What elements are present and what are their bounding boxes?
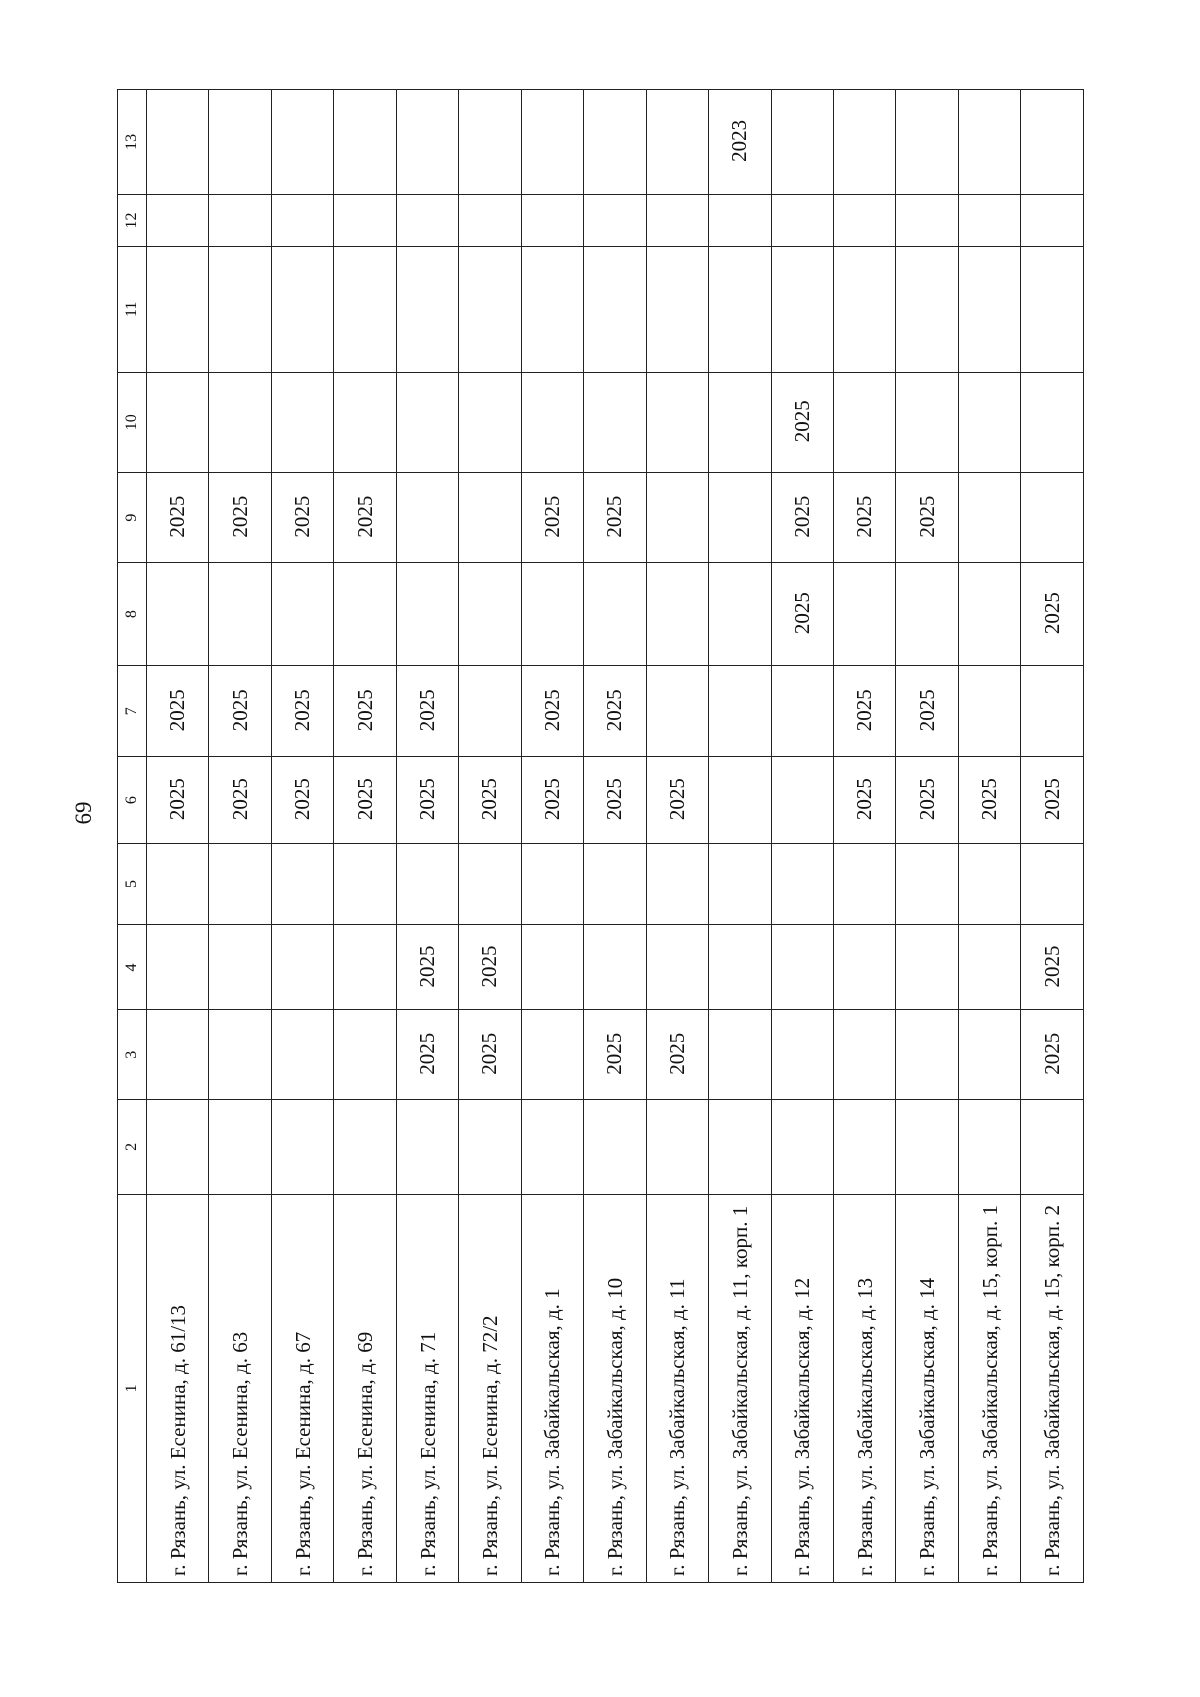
year-cell-col-7 bbox=[771, 665, 833, 757]
year-cell-col-7: 2025 bbox=[334, 665, 396, 757]
year-cell-col-10: 2025 bbox=[771, 372, 833, 472]
column-number-row bbox=[118, 90, 147, 1583]
year-cell-col-7: 2025 bbox=[833, 665, 895, 757]
year-cell-col-7: 2025 bbox=[521, 665, 583, 757]
year-cell-col-11 bbox=[584, 247, 646, 372]
year-cell-col-10 bbox=[1021, 372, 1084, 472]
year-cell-col-3 bbox=[896, 1010, 958, 1099]
column-number-10: 10 bbox=[118, 372, 147, 472]
year-cell-col-4 bbox=[584, 925, 646, 1010]
year-cell-col-11 bbox=[771, 247, 833, 372]
year-cell-col-11 bbox=[958, 247, 1020, 372]
year-cell-col-8 bbox=[147, 563, 209, 666]
year-cell-col-6: 2025 bbox=[209, 757, 271, 843]
year-cell-col-9: 2025 bbox=[833, 472, 895, 563]
address-cell: г. Рязань, ул. Есенина, д. 71 bbox=[396, 1194, 458, 1582]
address-cell: г. Рязань, ул. Забайкальская, д. 15, корп. 2 bbox=[1021, 1194, 1084, 1582]
column-number-4: 4 bbox=[118, 925, 147, 1010]
year-cell-col-5 bbox=[209, 843, 271, 925]
year-cell-col-8: 2025 bbox=[771, 563, 833, 666]
year-cell-col-2 bbox=[147, 1099, 209, 1194]
address-cell: г. Рязань, ул. Забайкальская, д. 12 bbox=[771, 1194, 833, 1582]
table-row bbox=[271, 90, 333, 1583]
year-cell-col-12 bbox=[271, 194, 333, 246]
year-cell-col-3 bbox=[521, 1010, 583, 1099]
year-cell-col-10 bbox=[896, 372, 958, 472]
column-number-5: 5 bbox=[118, 843, 147, 925]
table-row bbox=[1021, 90, 1084, 1583]
table-row bbox=[584, 90, 646, 1583]
address-cell: г. Рязань, ул. Есенина, д. 61/13 bbox=[147, 1194, 209, 1582]
year-cell-col-13 bbox=[771, 90, 833, 195]
year-cell-col-6 bbox=[771, 757, 833, 843]
year-cell-col-3: 2025 bbox=[584, 1010, 646, 1099]
year-cell-col-7: 2025 bbox=[271, 665, 333, 757]
year-cell-col-6: 2025 bbox=[646, 757, 708, 843]
year-cell-col-11 bbox=[833, 247, 895, 372]
column-number-8: 8 bbox=[118, 563, 147, 666]
year-cell-col-9: 2025 bbox=[334, 472, 396, 563]
year-cell-col-4 bbox=[209, 925, 271, 1010]
column-number-7: 7 bbox=[118, 665, 147, 757]
address-cell: г. Рязань, ул. Есенина, д. 67 bbox=[271, 1194, 333, 1582]
table-row bbox=[147, 90, 209, 1583]
year-cell-col-12 bbox=[833, 194, 895, 246]
year-cell-col-2 bbox=[459, 1099, 521, 1194]
table-row bbox=[521, 90, 583, 1583]
year-cell-col-13 bbox=[896, 90, 958, 195]
address-cell: г. Рязань, ул. Есенина, д. 69 bbox=[334, 1194, 396, 1582]
table-row bbox=[396, 90, 458, 1583]
year-cell-col-7 bbox=[709, 665, 771, 757]
table-row bbox=[646, 90, 708, 1583]
year-cell-col-12 bbox=[646, 194, 708, 246]
year-cell-col-12 bbox=[958, 194, 1020, 246]
year-cell-col-10 bbox=[147, 372, 209, 472]
year-cell-col-5 bbox=[1021, 843, 1084, 925]
year-cell-col-8 bbox=[833, 563, 895, 666]
year-cell-col-8 bbox=[896, 563, 958, 666]
year-cell-col-2 bbox=[271, 1099, 333, 1194]
page-number: 69 bbox=[71, 801, 96, 825]
year-cell-col-13 bbox=[521, 90, 583, 195]
year-cell-col-11 bbox=[396, 247, 458, 372]
year-cell-col-13 bbox=[958, 90, 1020, 195]
year-cell-col-9 bbox=[459, 472, 521, 563]
year-cell-col-9 bbox=[1021, 472, 1084, 563]
year-cell-col-5 bbox=[833, 843, 895, 925]
year-cell-col-3 bbox=[833, 1010, 895, 1099]
column-number-6: 6 bbox=[118, 757, 147, 843]
year-cell-col-5 bbox=[271, 843, 333, 925]
year-cell-col-4 bbox=[709, 925, 771, 1010]
year-cell-col-10 bbox=[833, 372, 895, 472]
year-cell-col-3: 2025 bbox=[1021, 1010, 1084, 1099]
year-cell-col-2 bbox=[1021, 1099, 1084, 1194]
year-cell-col-5 bbox=[771, 843, 833, 925]
table-row bbox=[209, 90, 271, 1583]
year-cell-col-6 bbox=[709, 757, 771, 843]
year-cell-col-8 bbox=[459, 563, 521, 666]
year-cell-col-13 bbox=[646, 90, 708, 195]
year-cell-col-7: 2025 bbox=[209, 665, 271, 757]
year-cell-col-9 bbox=[958, 472, 1020, 563]
year-cell-col-7 bbox=[958, 665, 1020, 757]
year-cell-col-12 bbox=[584, 194, 646, 246]
year-cell-col-6: 2025 bbox=[334, 757, 396, 843]
year-cell-col-5 bbox=[958, 843, 1020, 925]
year-cell-col-11 bbox=[709, 247, 771, 372]
address-cell: г. Рязань, ул. Есенина, д. 63 bbox=[209, 1194, 271, 1582]
year-cell-col-4: 2025 bbox=[396, 925, 458, 1010]
year-cell-col-10 bbox=[396, 372, 458, 472]
year-cell-col-7 bbox=[459, 665, 521, 757]
address-cell: г. Рязань, ул. Есенина, д. 72/2 bbox=[459, 1194, 521, 1582]
column-number-9: 9 bbox=[118, 472, 147, 563]
address-cell: г. Рязань, ул. Забайкальская, д. 15, корп. 1 bbox=[958, 1194, 1020, 1582]
year-cell-col-12 bbox=[396, 194, 458, 246]
year-cell-col-7: 2025 bbox=[584, 665, 646, 757]
year-cell-col-8: 2025 bbox=[1021, 563, 1084, 666]
table-row bbox=[958, 90, 1020, 1583]
year-cell-col-13 bbox=[271, 90, 333, 195]
year-cell-col-9 bbox=[646, 472, 708, 563]
year-cell-col-7 bbox=[646, 665, 708, 757]
year-cell-col-3 bbox=[958, 1010, 1020, 1099]
year-cell-col-2 bbox=[771, 1099, 833, 1194]
year-cell-col-6: 2025 bbox=[521, 757, 583, 843]
year-cell-col-3: 2025 bbox=[459, 1010, 521, 1099]
year-cell-col-4 bbox=[958, 925, 1020, 1010]
schedule-table bbox=[117, 89, 1084, 1583]
year-cell-col-9: 2025 bbox=[147, 472, 209, 563]
year-cell-col-6: 2025 bbox=[396, 757, 458, 843]
year-cell-col-9: 2025 bbox=[521, 472, 583, 563]
year-cell-col-2 bbox=[396, 1099, 458, 1194]
year-cell-col-5 bbox=[709, 843, 771, 925]
year-cell-col-12 bbox=[771, 194, 833, 246]
column-number-1: 1 bbox=[118, 1194, 147, 1582]
year-cell-col-4 bbox=[271, 925, 333, 1010]
year-cell-col-9: 2025 bbox=[271, 472, 333, 563]
year-cell-col-3: 2025 bbox=[396, 1010, 458, 1099]
year-cell-col-13 bbox=[584, 90, 646, 195]
table-row bbox=[896, 90, 958, 1583]
year-cell-col-10 bbox=[521, 372, 583, 472]
year-cell-col-3 bbox=[771, 1010, 833, 1099]
address-cell: г. Рязань, ул. Забайкальская, д. 14 bbox=[896, 1194, 958, 1582]
table-row bbox=[459, 90, 521, 1583]
year-cell-col-9: 2025 bbox=[209, 472, 271, 563]
year-cell-col-9: 2025 bbox=[896, 472, 958, 563]
year-cell-col-4 bbox=[646, 925, 708, 1010]
year-cell-col-4 bbox=[147, 925, 209, 1010]
table-row bbox=[334, 90, 396, 1583]
address-cell: г. Рязань, ул. Забайкальская, д. 10 bbox=[584, 1194, 646, 1582]
year-cell-col-8 bbox=[584, 563, 646, 666]
column-number-13: 13 bbox=[118, 90, 147, 195]
address-cell: г. Рязань, ул. Забайкальская, д. 11 bbox=[646, 1194, 708, 1582]
year-cell-col-12 bbox=[896, 194, 958, 246]
year-cell-col-10 bbox=[334, 372, 396, 472]
year-cell-col-4 bbox=[833, 925, 895, 1010]
year-cell-col-11 bbox=[147, 247, 209, 372]
year-cell-col-5 bbox=[896, 843, 958, 925]
year-cell-col-6: 2025 bbox=[459, 757, 521, 843]
year-cell-col-10 bbox=[271, 372, 333, 472]
year-cell-col-2 bbox=[209, 1099, 271, 1194]
year-cell-col-6: 2025 bbox=[147, 757, 209, 843]
year-cell-col-5 bbox=[459, 843, 521, 925]
table-row bbox=[771, 90, 833, 1583]
column-number-3: 3 bbox=[118, 1010, 147, 1099]
year-cell-col-9 bbox=[709, 472, 771, 563]
year-cell-col-2 bbox=[521, 1099, 583, 1194]
year-cell-col-2 bbox=[958, 1099, 1020, 1194]
year-cell-col-10 bbox=[584, 372, 646, 472]
year-cell-col-3: 2025 bbox=[646, 1010, 708, 1099]
year-cell-col-12 bbox=[147, 194, 209, 246]
year-cell-col-13 bbox=[833, 90, 895, 195]
year-cell-col-11 bbox=[271, 247, 333, 372]
year-cell-col-6: 2025 bbox=[584, 757, 646, 843]
column-number-12: 12 bbox=[118, 194, 147, 246]
address-cell: г. Рязань, ул. Забайкальская, д. 1 bbox=[521, 1194, 583, 1582]
year-cell-col-8 bbox=[271, 563, 333, 666]
year-cell-col-4: 2025 bbox=[459, 925, 521, 1010]
year-cell-col-8 bbox=[209, 563, 271, 666]
year-cell-col-8 bbox=[646, 563, 708, 666]
year-cell-col-13: 2023 bbox=[709, 90, 771, 195]
address-cell: г. Рязань, ул. Забайкальская, д. 13 bbox=[833, 1194, 895, 1582]
year-cell-col-3 bbox=[209, 1010, 271, 1099]
year-cell-col-9 bbox=[396, 472, 458, 563]
year-cell-col-11 bbox=[334, 247, 396, 372]
column-number-11: 11 bbox=[118, 247, 147, 372]
year-cell-col-4 bbox=[771, 925, 833, 1010]
year-cell-col-10 bbox=[209, 372, 271, 472]
year-cell-col-11 bbox=[209, 247, 271, 372]
year-cell-col-3 bbox=[147, 1010, 209, 1099]
year-cell-col-8 bbox=[521, 563, 583, 666]
year-cell-col-6: 2025 bbox=[896, 757, 958, 843]
year-cell-col-10 bbox=[709, 372, 771, 472]
year-cell-col-8 bbox=[958, 563, 1020, 666]
table-row bbox=[709, 90, 771, 1583]
year-cell-col-4 bbox=[896, 925, 958, 1010]
year-cell-col-6: 2025 bbox=[958, 757, 1020, 843]
year-cell-col-7: 2025 bbox=[896, 665, 958, 757]
year-cell-col-5 bbox=[147, 843, 209, 925]
year-cell-col-11 bbox=[1021, 247, 1084, 372]
year-cell-col-3 bbox=[271, 1010, 333, 1099]
year-cell-col-3 bbox=[334, 1010, 396, 1099]
year-cell-col-2 bbox=[334, 1099, 396, 1194]
year-cell-col-2 bbox=[833, 1099, 895, 1194]
year-cell-col-5 bbox=[396, 843, 458, 925]
year-cell-col-13 bbox=[147, 90, 209, 195]
year-cell-col-2 bbox=[584, 1099, 646, 1194]
year-cell-col-8 bbox=[396, 563, 458, 666]
year-cell-col-13 bbox=[459, 90, 521, 195]
year-cell-col-3 bbox=[709, 1010, 771, 1099]
year-cell-col-7: 2025 bbox=[147, 665, 209, 757]
year-cell-col-4 bbox=[334, 925, 396, 1010]
year-cell-col-12 bbox=[209, 194, 271, 246]
year-cell-col-13 bbox=[334, 90, 396, 195]
year-cell-col-12 bbox=[1021, 194, 1084, 246]
year-cell-col-10 bbox=[646, 372, 708, 472]
year-cell-col-13 bbox=[1021, 90, 1084, 195]
year-cell-col-2 bbox=[709, 1099, 771, 1194]
address-cell: г. Рязань, ул. Забайкальская, д. 11, корп. 1 bbox=[709, 1194, 771, 1582]
year-cell-col-12 bbox=[459, 194, 521, 246]
year-cell-col-12 bbox=[709, 194, 771, 246]
year-cell-col-11 bbox=[646, 247, 708, 372]
year-cell-col-7: 2025 bbox=[396, 665, 458, 757]
year-cell-col-5 bbox=[521, 843, 583, 925]
year-cell-col-10 bbox=[459, 372, 521, 472]
year-cell-col-13 bbox=[209, 90, 271, 195]
year-cell-col-8 bbox=[709, 563, 771, 666]
year-cell-col-7 bbox=[1021, 665, 1084, 757]
year-cell-col-9: 2025 bbox=[584, 472, 646, 563]
year-cell-col-6: 2025 bbox=[271, 757, 333, 843]
year-cell-col-10 bbox=[958, 372, 1020, 472]
year-cell-col-6: 2025 bbox=[1021, 757, 1084, 843]
year-cell-col-2 bbox=[896, 1099, 958, 1194]
year-cell-col-4: 2025 bbox=[1021, 925, 1084, 1010]
year-cell-col-11 bbox=[896, 247, 958, 372]
table-container bbox=[117, 89, 1084, 1583]
year-cell-col-8 bbox=[334, 563, 396, 666]
year-cell-col-13 bbox=[396, 90, 458, 195]
year-cell-col-11 bbox=[459, 247, 521, 372]
year-cell-col-4 bbox=[521, 925, 583, 1010]
table-row bbox=[833, 90, 895, 1583]
column-number-2: 2 bbox=[118, 1099, 147, 1194]
year-cell-col-5 bbox=[646, 843, 708, 925]
year-cell-col-5 bbox=[334, 843, 396, 925]
year-cell-col-2 bbox=[646, 1099, 708, 1194]
year-cell-col-6: 2025 bbox=[833, 757, 895, 843]
year-cell-col-12 bbox=[334, 194, 396, 246]
year-cell-col-5 bbox=[584, 843, 646, 925]
year-cell-col-12 bbox=[521, 194, 583, 246]
year-cell-col-11 bbox=[521, 247, 583, 372]
year-cell-col-9: 2025 bbox=[771, 472, 833, 563]
